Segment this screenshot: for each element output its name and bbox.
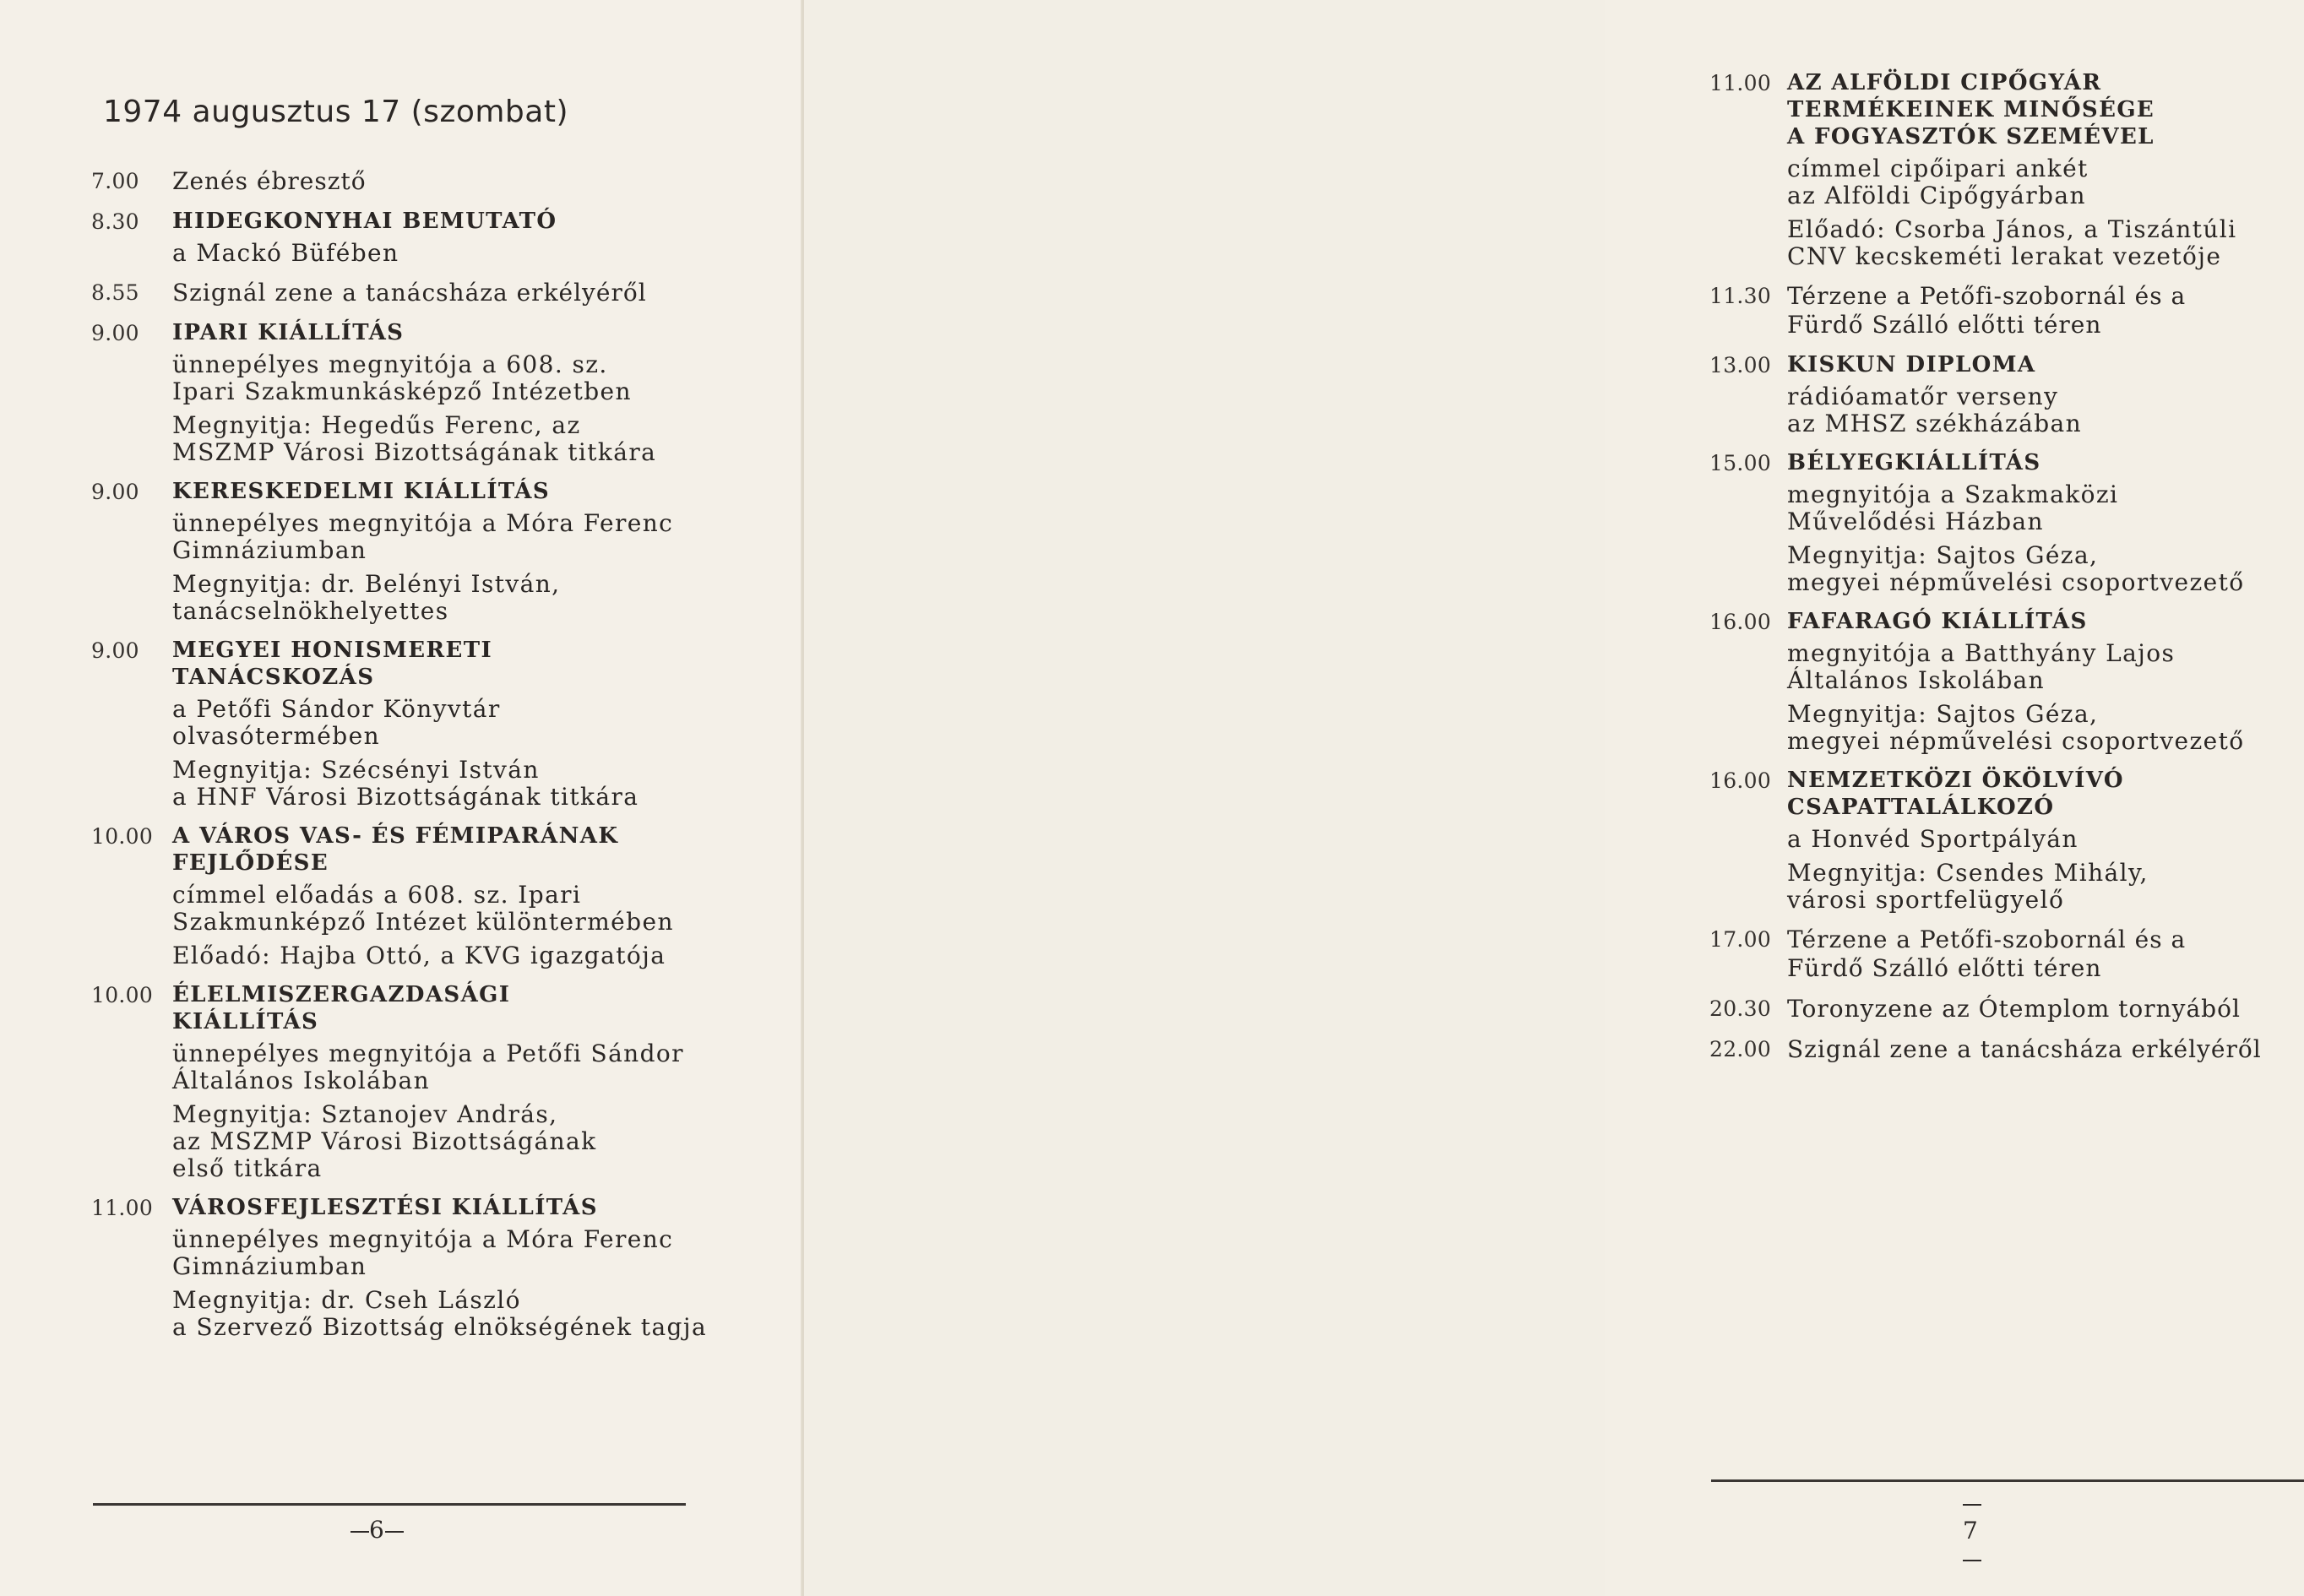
schedule-item [91, 822, 716, 969]
event-detail: Előadó: Csorba János, a Tiszántúli CNV kecskeméti lerakat vezetője [1787, 215, 2237, 270]
event-detail: megnyitója a Batthyány Lajos Általános Iskolában [1787, 639, 2176, 694]
schedule-item [91, 981, 716, 1182]
event-detail: Megnyitja: dr. Cseh László a Szervező Bizottság elnökségének tagja [172, 1286, 708, 1341]
event-title: AZ ALFÖLDI CIPŐGYÁR TERMÉKEINEK MINŐSÉGE A FOGYASZTÓK SZEMÉVEL [1787, 70, 2155, 149]
footer-rule [1711, 1479, 2304, 1482]
event-description: Zenés ébresztő [172, 167, 367, 195]
schedule-item [1709, 69, 2301, 270]
event-title: KISKUN DIPLOMA [1787, 352, 2036, 377]
schedule-item [1709, 995, 2301, 1023]
event-time: 10.00 [91, 824, 154, 849]
schedule-item [91, 279, 716, 307]
event-title: KERESKEDELMI KIÁLLÍTÁS [172, 479, 551, 504]
event-time: 15.00 [1709, 451, 1772, 475]
event-detail: a Honvéd Sportpályán [1787, 825, 2078, 853]
event-description: Szignál zene a tanácsháza erkélyéről [1787, 1035, 2262, 1063]
event-body [172, 208, 716, 267]
event-body [172, 279, 716, 307]
schedule-item [1709, 1035, 2301, 1064]
event-body [172, 167, 716, 196]
event-title: BÉLYEGKIÁLLÍTÁS [1787, 450, 2041, 475]
event-time: 11.00 [91, 1196, 154, 1220]
event-detail: rádióamatőr verseny az MHSZ székházában [1787, 383, 2083, 437]
event-detail: Megnyitja: Szécsényi István a HNF Városi Bizottságának titkára [172, 756, 639, 811]
event-time: 9.00 [91, 480, 139, 504]
event-title: HIDEGKONYHAI BEMUTATÓ [172, 209, 557, 234]
event-detail: ünnepélyes megnyitója a Petőfi Sándor Általános Iskolában [172, 1040, 684, 1094]
event-description: Toronyzene az Ótemplom tornyából [1787, 995, 2241, 1023]
event-time: 16.00 [1709, 768, 1772, 793]
schedule-item [91, 637, 716, 811]
event-time: 20.30 [1709, 996, 1772, 1021]
schedule-item [1709, 449, 2301, 596]
schedule-item [1709, 608, 2301, 755]
event-time: 8.55 [91, 280, 139, 305]
right-event-list [1709, 69, 2301, 1076]
schedule-item [1709, 767, 2301, 914]
event-body [172, 822, 716, 969]
event-detail: a Mackó Büfében [172, 239, 399, 267]
event-body [1787, 282, 2301, 339]
event-detail: Megnyitja: Sajtos Géza, megyei népművelési csoportvezető [1787, 541, 2245, 596]
event-time: 10.00 [91, 983, 154, 1007]
footer-rule [93, 1503, 686, 1506]
schedule-item [91, 478, 716, 625]
event-title: A VÁROS VAS- ÉS FÉMIPARÁNAK FEJLŐDÉSE [172, 823, 619, 876]
event-time: 11.30 [1709, 284, 1772, 308]
event-body [1787, 767, 2301, 914]
event-detail: megnyitója a Szakmaközi Művelődési Házban [1787, 480, 2119, 535]
event-detail: Megnyitja: Csendes Mihály, városi sportfelügyelő [1787, 859, 2149, 914]
schedule-item [1709, 351, 2301, 437]
event-title: FAFARAGÓ KIÁLLÍTÁS [1787, 609, 2088, 634]
left-page [0, 0, 802, 1596]
event-detail: címmel cipőipari ankét az Alföldi Cipőgyárban [1787, 155, 2089, 209]
event-body [172, 478, 716, 625]
event-body [1787, 449, 2301, 596]
event-body [1787, 995, 2301, 1023]
event-time: 8.30 [91, 209, 139, 234]
event-body [172, 981, 716, 1182]
schedule-item [91, 1194, 716, 1341]
event-time: 13.00 [1709, 353, 1772, 377]
event-detail: ünnepélyes megnyitója a 608. sz. Ipari Szakmunkásképző Intézetben [172, 350, 632, 405]
event-body [172, 319, 716, 466]
page-number-right [1963, 1489, 1981, 1572]
event-description: Térzene a Petőfi-szobornál és a Fürdő Szálló előtti téren [1787, 926, 2187, 982]
schedule-item [91, 319, 716, 466]
event-title: ÉLELMISZERGAZDASÁGI KIÁLLÍTÁS [172, 982, 511, 1034]
event-body [1787, 926, 2301, 983]
right-page [804, 0, 2262, 1596]
dash-icon [385, 1531, 404, 1533]
event-body [1787, 608, 2301, 755]
event-detail: Megnyitja: Hegedűs Ferenc, az MSZMP Városi Bizottságának titkára [172, 411, 657, 466]
event-time: 7.00 [91, 169, 139, 193]
event-description: Szignál zene a tanácsháza erkélyéről [172, 279, 647, 307]
event-time: 17.00 [1709, 927, 1772, 952]
event-body [172, 637, 716, 811]
event-detail: ünnepélyes megnyitója a Móra Ferenc Gimnáziumban [172, 1225, 674, 1280]
page-number-value: 6 [369, 1516, 385, 1544]
event-body [1787, 1035, 2301, 1064]
event-detail: Megnyitja: Sztanojev András, az MSZMP Városi Bizottságának első titkára [172, 1100, 597, 1182]
event-title: MEGYEI HONISMERETI TANÁCSKOZÁS [172, 638, 493, 690]
event-title: NEMZETKÖZI ÖKÖLVÍVÓ CSAPATTALÁLKOZÓ [1787, 768, 2124, 820]
event-detail: Megnyitja: dr. Belényi István, tanácselnökhelyettes [172, 570, 561, 625]
page-number-left [350, 1516, 404, 1544]
schedule-item [91, 167, 716, 196]
schedule-item [91, 208, 716, 267]
date-heading: 1974 augusztus 17 (szombat) [103, 95, 569, 129]
event-detail: ünnepélyes megnyitója a Móra Ferenc Gimnáziumban [172, 509, 674, 564]
event-title: IPARI KIÁLLÍTÁS [172, 320, 405, 345]
event-detail: Előadó: Hajba Ottó, a KVG igazgatója [172, 942, 666, 969]
event-title: VÁROSFEJLESZTÉSI KIÁLLÍTÁS [172, 1195, 598, 1220]
event-body [1787, 351, 2301, 437]
event-description: Térzene a Petőfi-szobornál és a Fürdő Szálló előtti téren [1787, 282, 2187, 339]
dash-icon [350, 1531, 369, 1533]
event-detail: címmel előadás a 608. sz. Ipari Szakmunképző Intézet különtermében [172, 881, 674, 936]
event-time: 11.00 [1709, 71, 1772, 95]
event-time: 9.00 [91, 321, 139, 345]
event-detail: Megnyitja: Sajtos Géza, megyei népművelési csoportvezető [1787, 700, 2245, 755]
event-body [172, 1194, 716, 1341]
left-event-list [91, 167, 716, 1353]
dash-icon [1963, 1504, 1981, 1506]
event-time: 16.00 [1709, 610, 1772, 634]
event-body [1787, 69, 2301, 270]
schedule-item [1709, 926, 2301, 983]
event-detail: a Petőfi Sándor Könyvtár olvasótermében [172, 695, 501, 750]
schedule-item [1709, 282, 2301, 339]
event-time: 9.00 [91, 638, 139, 663]
page-number-value: 7 [1963, 1517, 1979, 1544]
dash-icon [1963, 1560, 1981, 1561]
event-time: 22.00 [1709, 1037, 1772, 1061]
